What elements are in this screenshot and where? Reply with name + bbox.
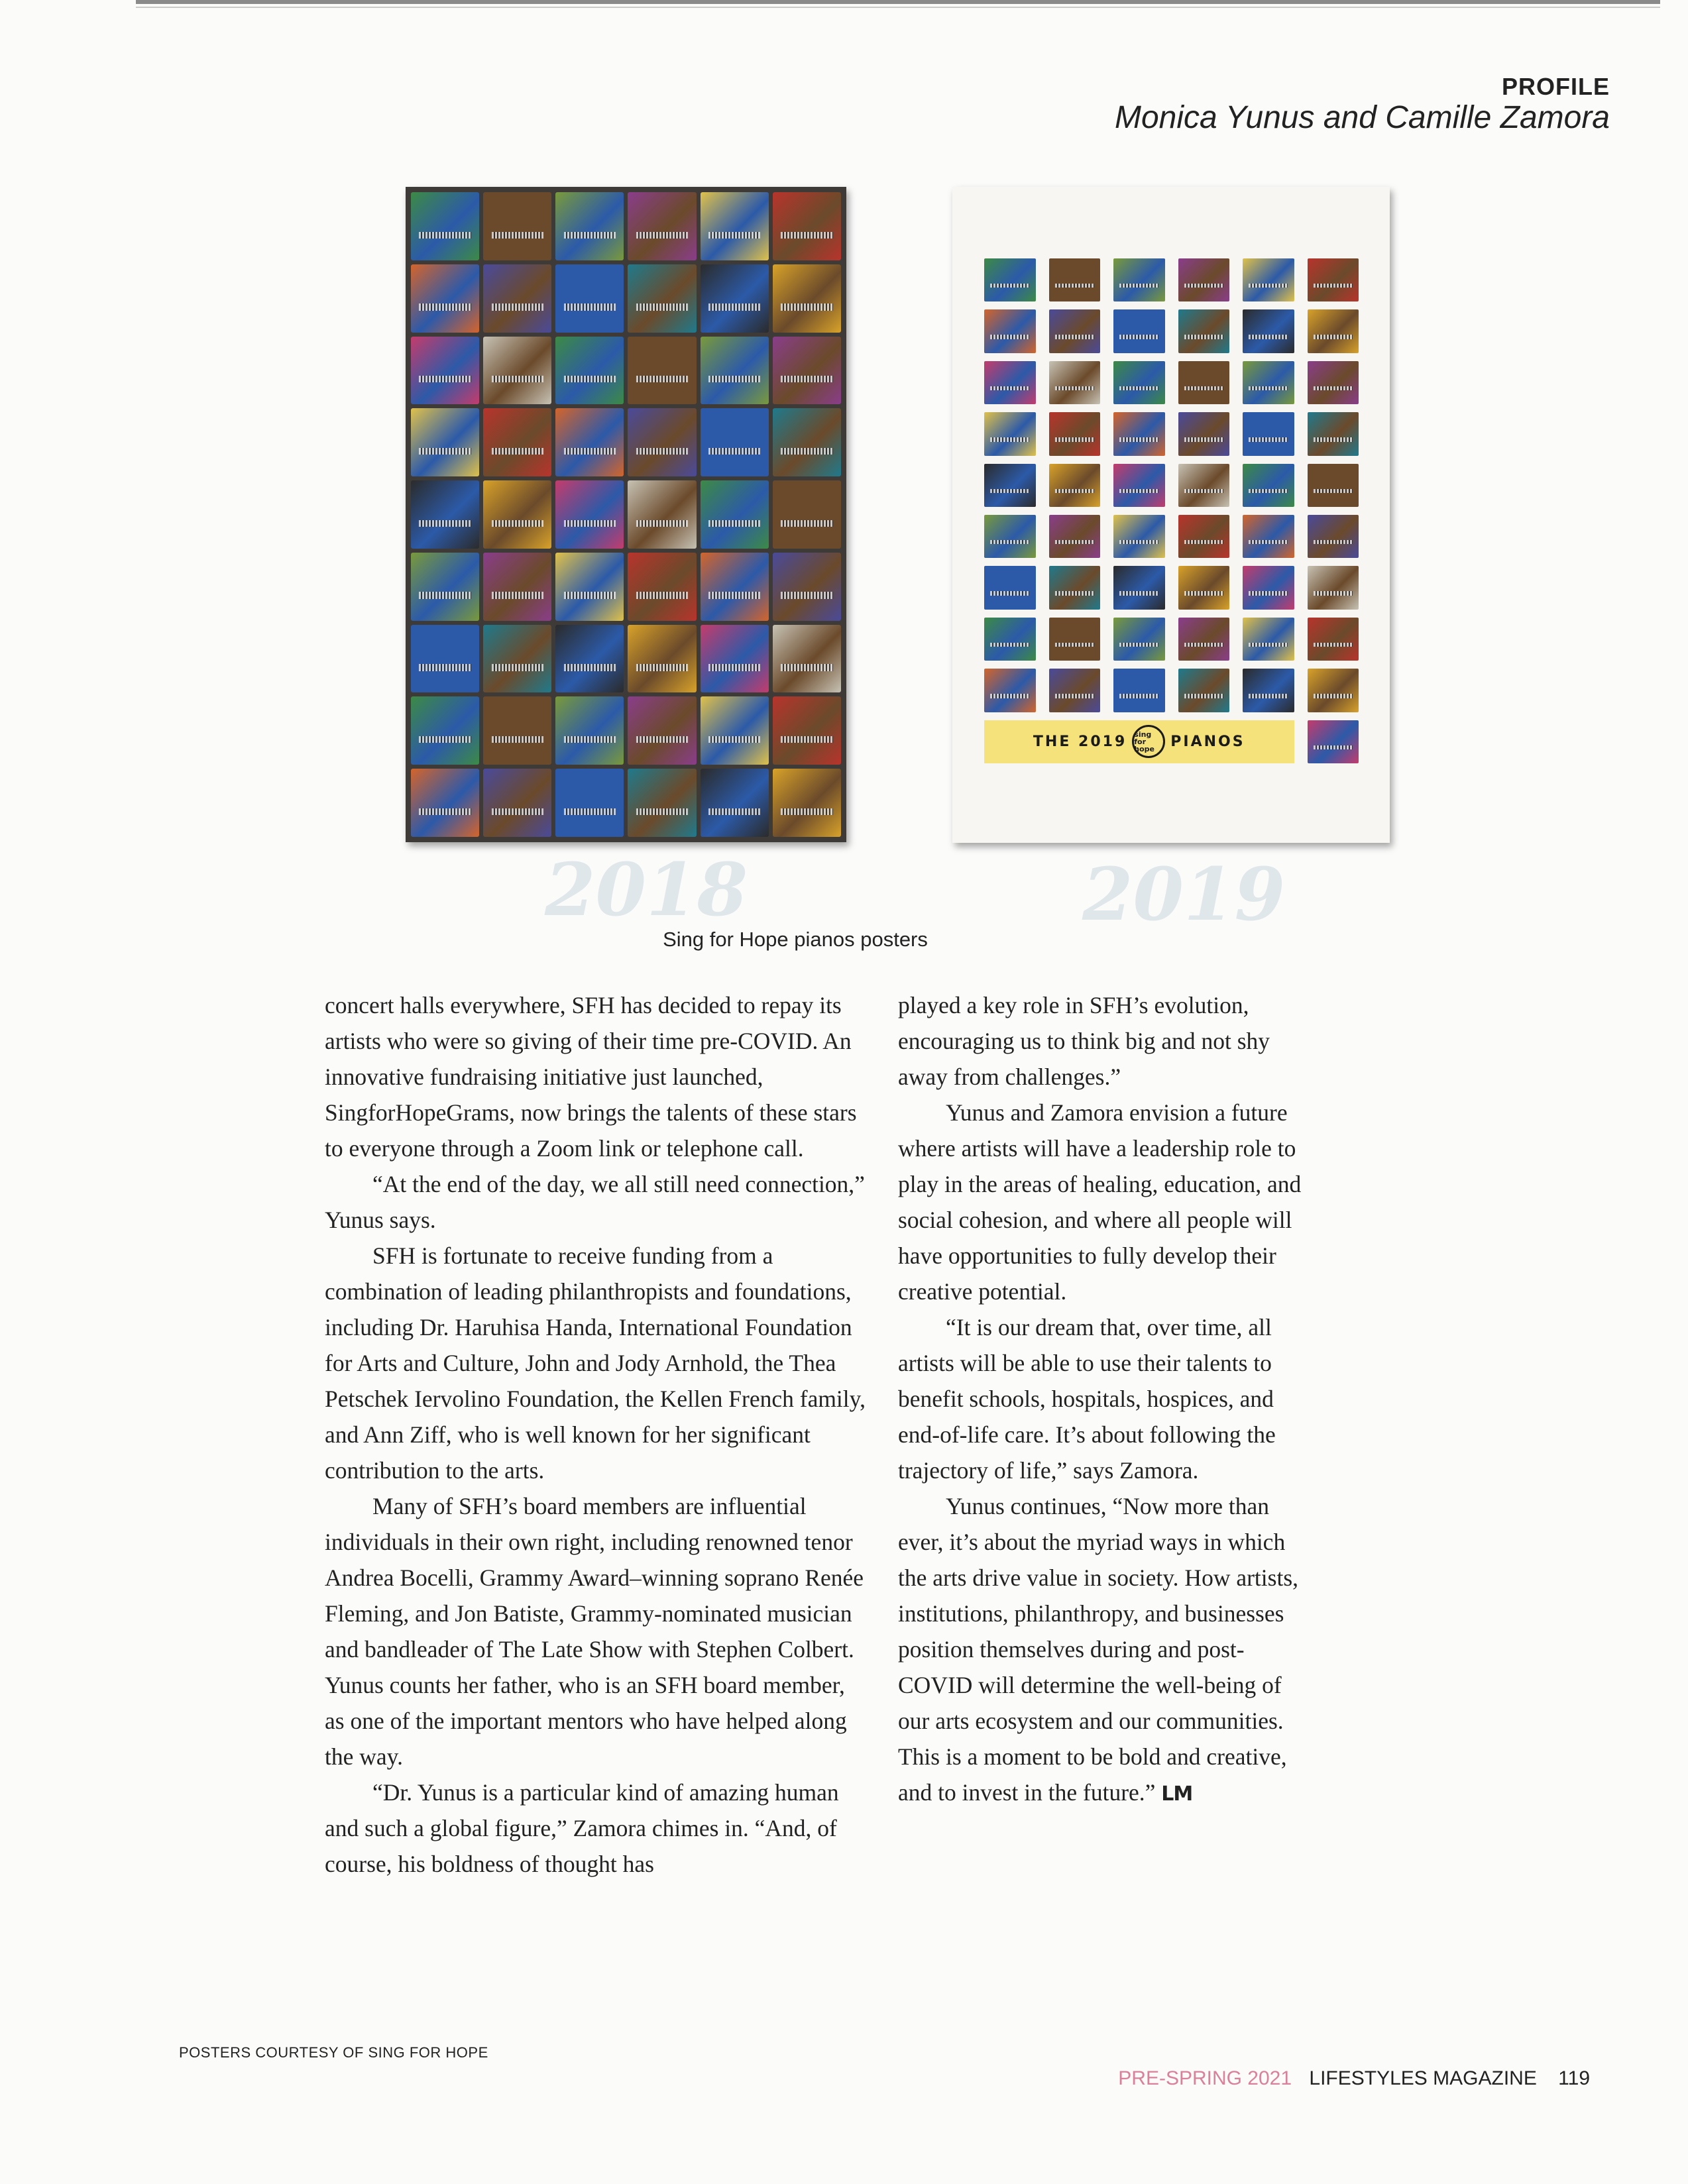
painted-piano-thumbnail bbox=[984, 258, 1036, 301]
painted-piano-thumbnail bbox=[555, 696, 624, 765]
painted-piano-thumbnail bbox=[1243, 515, 1294, 558]
painted-piano-thumbnail bbox=[1243, 618, 1294, 661]
paragraph: concert halls everywhere, SFH has decided to repay its artists who were so giving of their time pre-COVID. An innovative fundraising initiative just launched, SingforHopeGrams, now brings the talents of these stars to everyone through a Zoom link or telephone call. bbox=[325, 992, 857, 1162]
poster-2019-image bbox=[952, 187, 1390, 843]
painted-piano-thumbnail bbox=[1049, 515, 1101, 558]
painted-piano-thumbnail bbox=[1308, 669, 1359, 712]
painted-piano-thumbnail bbox=[628, 480, 696, 549]
painted-piano-thumbnail bbox=[773, 769, 841, 837]
painted-piano-thumbnail bbox=[1113, 669, 1165, 712]
banner-text-before: THE 2019 bbox=[1033, 733, 1127, 750]
piano-grid-2018 bbox=[411, 192, 841, 837]
painted-piano-thumbnail bbox=[1178, 515, 1230, 558]
painted-piano-thumbnail bbox=[1113, 618, 1165, 661]
painted-piano-thumbnail bbox=[411, 192, 479, 260]
painted-piano-thumbnail bbox=[1243, 258, 1294, 301]
photo-credit: POSTERS COURTESY OF SING FOR HOPE bbox=[179, 2044, 488, 2061]
footer-magazine: LIFESTYLES MAGAZINE bbox=[1309, 2067, 1537, 2089]
footer-issue: PRE-SPRING 2021 bbox=[1118, 2067, 1292, 2089]
painted-piano-thumbnail bbox=[628, 408, 696, 476]
painted-piano-thumbnail bbox=[1113, 566, 1165, 609]
painted-piano-thumbnail bbox=[411, 480, 479, 549]
painted-piano-thumbnail bbox=[773, 553, 841, 621]
painted-piano-thumbnail bbox=[483, 625, 551, 693]
painted-piano-thumbnail bbox=[773, 625, 841, 693]
painted-piano-thumbnail bbox=[984, 669, 1036, 712]
paragraph-last bbox=[898, 1488, 1306, 1812]
painted-piano-thumbnail bbox=[1178, 361, 1230, 404]
painted-piano-thumbnail bbox=[555, 408, 624, 476]
painted-piano-thumbnail bbox=[483, 264, 551, 333]
page-footer bbox=[1118, 2067, 1590, 2090]
painted-piano-thumbnail bbox=[1049, 464, 1101, 507]
top-rule bbox=[136, 0, 1660, 4]
painted-piano-thumbnail bbox=[555, 337, 624, 405]
painted-piano-thumbnail bbox=[1308, 720, 1359, 763]
painted-piano-thumbnail bbox=[555, 553, 624, 621]
painted-piano-thumbnail bbox=[411, 696, 479, 765]
painted-piano-thumbnail bbox=[1243, 669, 1294, 712]
paragraph: “At the end of the day, we all still need connection,” Yunus says. bbox=[325, 1171, 865, 1233]
painted-piano-thumbnail bbox=[1113, 412, 1165, 455]
painted-piano-thumbnail bbox=[984, 309, 1036, 353]
page-number: 119 bbox=[1558, 2067, 1590, 2089]
painted-piano-thumbnail bbox=[1178, 309, 1230, 353]
painted-piano-thumbnail bbox=[1243, 566, 1294, 609]
paragraph: “It is our dream that, over time, all artists will be able to use their talents to benefit schools, hospitals, hospices, and end-of-life care. It’s about following the trajectory of life,” says Zamora. bbox=[898, 1314, 1276, 1484]
painted-piano-thumbnail bbox=[701, 625, 769, 693]
poster-2018-image bbox=[406, 187, 846, 842]
painted-piano-thumbnail bbox=[1049, 258, 1101, 301]
painted-piano-thumbnail bbox=[411, 553, 479, 621]
painted-piano-thumbnail bbox=[555, 192, 624, 260]
painted-piano-thumbnail bbox=[1113, 515, 1165, 558]
painted-piano-thumbnail bbox=[1243, 361, 1294, 404]
painted-piano-thumbnail bbox=[628, 337, 696, 405]
painted-piano-thumbnail bbox=[1308, 515, 1359, 558]
painted-piano-thumbnail bbox=[1178, 464, 1230, 507]
painted-piano-thumbnail bbox=[628, 696, 696, 765]
banner-text-after: PIANOS bbox=[1170, 733, 1245, 750]
painted-piano-thumbnail bbox=[483, 769, 551, 837]
painted-piano-thumbnail bbox=[483, 408, 551, 476]
painted-piano-thumbnail bbox=[1049, 669, 1101, 712]
painted-piano-thumbnail bbox=[1178, 412, 1230, 455]
painted-piano-thumbnail bbox=[984, 464, 1036, 507]
painted-piano-thumbnail bbox=[555, 480, 624, 549]
painted-piano-thumbnail bbox=[1308, 258, 1359, 301]
painted-piano-thumbnail bbox=[555, 769, 624, 837]
painted-piano-thumbnail bbox=[411, 769, 479, 837]
painted-piano-thumbnail bbox=[984, 412, 1036, 455]
body-column-right bbox=[898, 987, 1306, 1812]
painted-piano-thumbnail bbox=[483, 480, 551, 549]
year-label-2019: 2019 bbox=[1082, 851, 1286, 937]
painted-piano-thumbnail bbox=[1178, 566, 1230, 609]
paragraph-text: Yunus continues, “Now more than ever, it’s about the myriad ways in which the arts drive value in society. How artists, institutions, philanthropy, and businesses position themselves during and post-COVID will determine the well-being of our arts ecosystem and our communities. This is a moment to be bold and creative, and to invest in the future.” bbox=[898, 1493, 1299, 1806]
painted-piano-thumbnail bbox=[1178, 258, 1230, 301]
painted-piano-thumbnail bbox=[1113, 309, 1165, 353]
figure-caption: Sing for Hope pianos posters bbox=[663, 928, 928, 951]
painted-piano-thumbnail bbox=[701, 408, 769, 476]
paragraph: Many of SFH’s board members are influential individuals in their own right, including renowned tenor Andrea Bocelli, Grammy Award–winning soprano Renée Fleming, and Jon Batiste, Grammy-nominated musician and bandleader of The Late Show with Stephen Colbert. Yunus counts her father, who is an SFH board member, as one of the important mentors who have helped along the way. bbox=[325, 1493, 864, 1770]
painted-piano-thumbnail bbox=[701, 192, 769, 260]
painted-piano-thumbnail bbox=[773, 264, 841, 333]
painted-piano-thumbnail bbox=[483, 553, 551, 621]
painted-piano-thumbnail bbox=[1049, 566, 1101, 609]
painted-piano-thumbnail bbox=[1308, 309, 1359, 353]
painted-piano-thumbnail bbox=[411, 625, 479, 693]
painted-piano-thumbnail bbox=[628, 264, 696, 333]
painted-piano-thumbnail bbox=[555, 264, 624, 333]
year-label-2018: 2018 bbox=[545, 847, 748, 932]
paragraph: played a key role in SFH’s evolution, encouraging us to think big and not shy away from challenges.” bbox=[898, 992, 1270, 1090]
painted-piano-thumbnail bbox=[1049, 309, 1101, 353]
painted-piano-thumbnail bbox=[1243, 464, 1294, 507]
section-label: PROFILE bbox=[1501, 73, 1610, 100]
sing-for-hope-logo: sing for hope bbox=[1132, 725, 1165, 758]
painted-piano-thumbnail bbox=[1308, 618, 1359, 661]
painted-piano-thumbnail bbox=[773, 337, 841, 405]
painted-piano-thumbnail bbox=[1308, 464, 1359, 507]
paragraph: SFH is fortunate to receive funding from a combination of leading philanthropists and foundations, including Dr. Haruhisa Handa, International Foundation for Arts and Culture, John and Jody Arnhold, the Thea Petschek Iervolino Foundation, the Kellen French family, and Ann Ziff, who is well known for her significant contribution to the arts. bbox=[325, 1242, 866, 1484]
painted-piano-thumbnail bbox=[483, 337, 551, 405]
painted-piano-thumbnail bbox=[701, 264, 769, 333]
painted-piano-thumbnail bbox=[773, 696, 841, 765]
painted-piano-thumbnail bbox=[1308, 566, 1359, 609]
painted-piano-thumbnail bbox=[1243, 412, 1294, 455]
article-title: Monica Yunus and Camille Zamora bbox=[1114, 100, 1610, 135]
painted-piano-thumbnail bbox=[773, 192, 841, 260]
poster-2019-banner bbox=[984, 720, 1294, 763]
painted-piano-thumbnail bbox=[701, 696, 769, 765]
painted-piano-thumbnail bbox=[555, 625, 624, 693]
end-mark-logo: LM bbox=[1161, 1782, 1193, 1806]
top-rule-thin bbox=[136, 7, 1660, 8]
painted-piano-thumbnail bbox=[1049, 361, 1101, 404]
painted-piano-thumbnail bbox=[984, 515, 1036, 558]
paragraph: “Dr. Yunus is a particular kind of amazing human and such a global figure,” Zamora chimes in. “And, of course, his boldness of thought has bbox=[325, 1779, 839, 1877]
painted-piano-thumbnail bbox=[411, 337, 479, 405]
painted-piano-thumbnail bbox=[701, 769, 769, 837]
paragraph: Yunus and Zamora envision a future where artists will have a leadership role to play in the areas of healing, education, and social cohesion, and where all people will have opportunities to fully develop their creative potential. bbox=[898, 1099, 1302, 1305]
piano-grid-2019 bbox=[984, 258, 1359, 763]
painted-piano-thumbnail bbox=[1243, 309, 1294, 353]
body-column-left bbox=[325, 987, 868, 1882]
painted-piano-thumbnail bbox=[984, 566, 1036, 609]
painted-piano-thumbnail bbox=[701, 337, 769, 405]
painted-piano-thumbnail bbox=[628, 769, 696, 837]
painted-piano-thumbnail bbox=[1049, 412, 1101, 455]
painted-piano-thumbnail bbox=[483, 696, 551, 765]
painted-piano-thumbnail bbox=[483, 192, 551, 260]
painted-piano-thumbnail bbox=[773, 480, 841, 549]
painted-piano-thumbnail bbox=[628, 625, 696, 693]
painted-piano-thumbnail bbox=[1113, 464, 1165, 507]
painted-piano-thumbnail bbox=[411, 264, 479, 333]
painted-piano-thumbnail bbox=[1178, 618, 1230, 661]
painted-piano-thumbnail bbox=[1113, 258, 1165, 301]
painted-piano-thumbnail bbox=[628, 553, 696, 621]
painted-piano-thumbnail bbox=[1049, 618, 1101, 661]
painted-piano-thumbnail bbox=[773, 408, 841, 476]
painted-piano-thumbnail bbox=[628, 192, 696, 260]
painted-piano-thumbnail bbox=[701, 480, 769, 549]
painted-piano-thumbnail bbox=[1113, 361, 1165, 404]
painted-piano-thumbnail bbox=[1308, 361, 1359, 404]
painted-piano-thumbnail bbox=[1178, 669, 1230, 712]
painted-piano-thumbnail bbox=[701, 553, 769, 621]
painted-piano-thumbnail bbox=[984, 361, 1036, 404]
painted-piano-thumbnail bbox=[1308, 412, 1359, 455]
painted-piano-thumbnail bbox=[411, 408, 479, 476]
painted-piano-thumbnail bbox=[984, 618, 1036, 661]
